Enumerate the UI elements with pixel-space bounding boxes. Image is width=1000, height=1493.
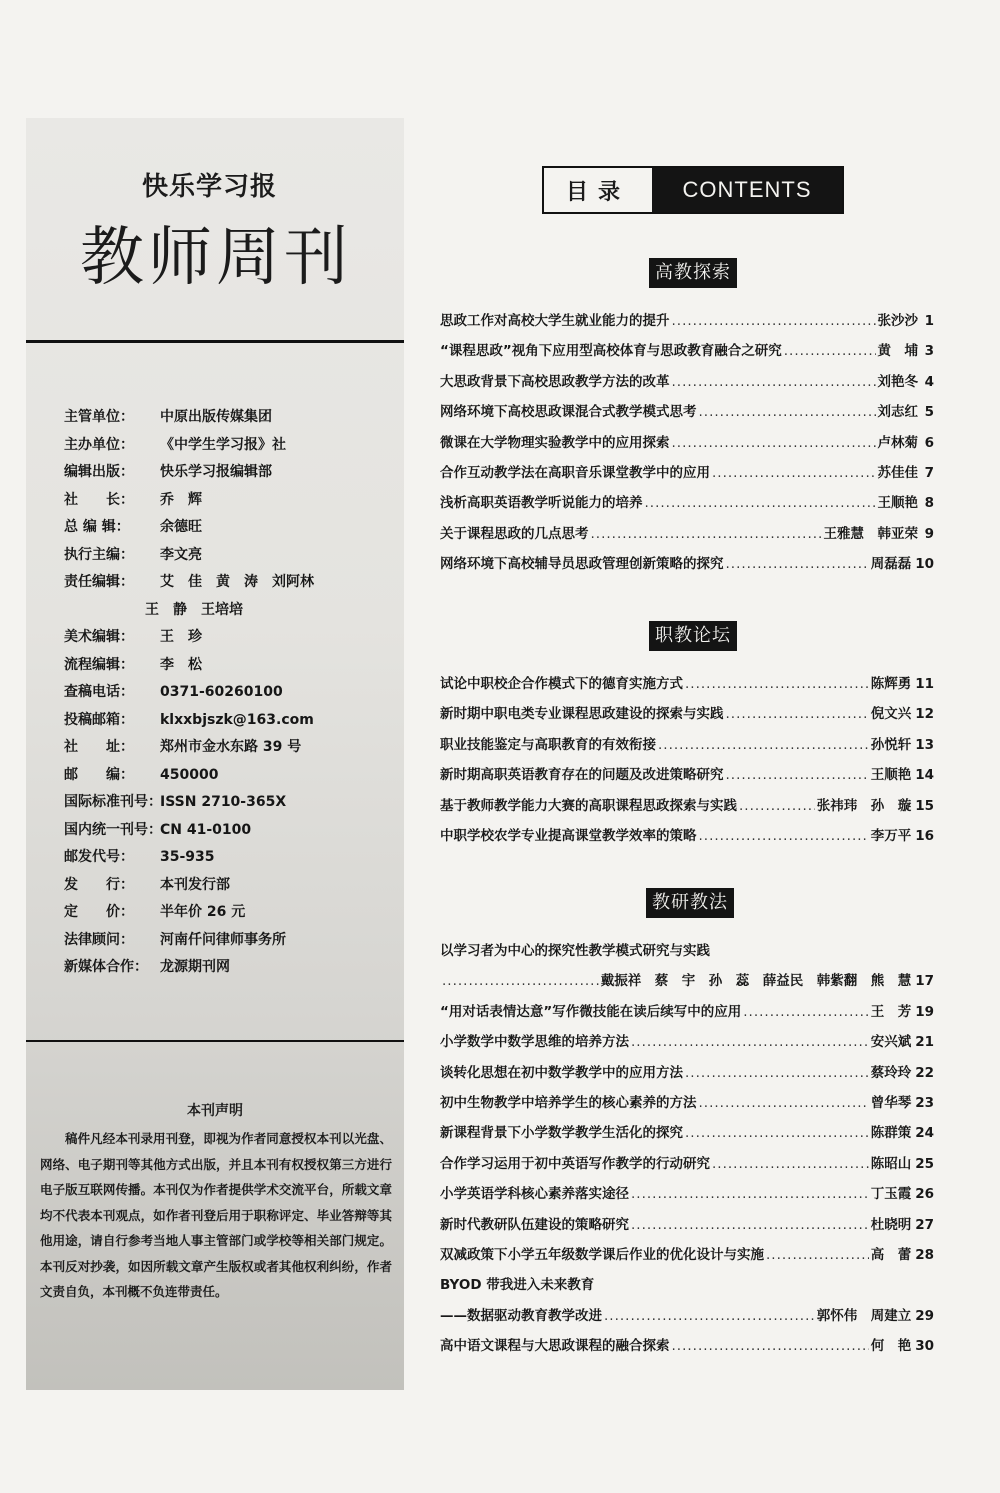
masthead-row bbox=[64, 734, 394, 762]
masthead-value: ISSN 2710-365X bbox=[160, 794, 287, 810]
masthead-value: 余德旺 bbox=[160, 519, 202, 535]
toc-entry-page: 5 bbox=[924, 404, 934, 421]
toc-entry-title: 思政工作对高校大学生就业能力的提升 bbox=[440, 313, 670, 329]
toc-entry-page: 26 bbox=[915, 1186, 934, 1203]
toc-entry[interactable] bbox=[440, 760, 934, 790]
masthead-label: 新媒体合作： bbox=[64, 959, 148, 975]
toc-entry-title: 职业技能鉴定与高职教育的有效衔接 bbox=[440, 736, 656, 753]
toc-entry-page: 12 bbox=[915, 706, 934, 723]
toc-entry[interactable] bbox=[440, 336, 934, 366]
masthead-label: 投稿邮箱： bbox=[64, 711, 134, 728]
toc-entry[interactable] bbox=[440, 1149, 934, 1179]
toc-entry[interactable] bbox=[440, 306, 934, 336]
toc-entry-page: 1 bbox=[924, 313, 934, 329]
toc-entry-page: 11 bbox=[915, 676, 934, 692]
divider bbox=[26, 1040, 404, 1042]
toc-entry-title: “用对话表情达意”写作微技能在读后续写中的应用 bbox=[440, 1003, 742, 1020]
masthead-value: 《中学生学习报》社 bbox=[160, 436, 286, 453]
toc-entry-page: 30 bbox=[915, 1338, 934, 1355]
masthead-value: 35-935 bbox=[160, 849, 215, 865]
masthead-label: 法律顾问： bbox=[64, 931, 134, 948]
masthead-row bbox=[64, 844, 394, 872]
masthead-value: CN 41-0100 bbox=[160, 821, 252, 838]
masthead-row bbox=[64, 762, 394, 790]
contents-header-cn: 目录 bbox=[565, 179, 630, 205]
toc-entry-page: 3 bbox=[924, 343, 934, 360]
toc-entry-title: 网络环境下高校辅导员思政管理创新策略的探究 bbox=[440, 556, 724, 573]
toc-entry-title: 浅析高职英语教学听说能力的培养 bbox=[440, 495, 643, 512]
toc-entry-page: 28 bbox=[915, 1246, 934, 1263]
section-heading: 职教论坛 bbox=[649, 621, 737, 651]
toc-entry-title: 小学数学中数学思维的培养方法 bbox=[440, 1034, 629, 1051]
toc-entry[interactable] bbox=[440, 488, 934, 518]
toc-entry[interactable] bbox=[440, 1058, 934, 1088]
toc-leader-dots bbox=[631, 1210, 869, 1240]
toc-entry-author: 郭怀伟 周建立 bbox=[816, 1307, 912, 1324]
masthead-value: 艾 佳 黄 涛 刘阿林 bbox=[160, 574, 314, 590]
masthead-row bbox=[64, 707, 394, 735]
toc-leader-dots bbox=[685, 1058, 869, 1088]
toc-entry[interactable] bbox=[440, 1301, 934, 1331]
toc-entry-title: 初中生物教学中培养学生的核心素养的方法 bbox=[440, 1094, 697, 1111]
masthead-row bbox=[64, 652, 394, 680]
section-heading: 高教探索 bbox=[649, 258, 737, 288]
toc-entry-author: 高 蕾 bbox=[870, 1246, 912, 1263]
toc-entry-author: 蔡玲玲 bbox=[870, 1064, 912, 1081]
masthead-value: 450000 bbox=[160, 766, 219, 783]
toc-entry[interactable] bbox=[440, 1331, 934, 1361]
masthead-value: klxxbjszk@163.com bbox=[160, 711, 314, 728]
toc-entry[interactable] bbox=[440, 458, 934, 488]
masthead-row bbox=[64, 597, 394, 625]
masthead-value: 龙源期刊网 bbox=[160, 959, 230, 975]
toc-leader-dots bbox=[604, 1301, 815, 1331]
toc-entry-author: 孙悦轩 bbox=[870, 736, 912, 753]
toc-entry[interactable] bbox=[440, 428, 934, 458]
toc-entry-author: 曾华琴 bbox=[870, 1094, 912, 1111]
toc-entry-author: 倪文兴 bbox=[870, 706, 912, 723]
masthead-row bbox=[64, 514, 394, 542]
toc-entry-author: 杜晓明 bbox=[870, 1216, 912, 1233]
masthead-value: 半年价 26 元 bbox=[160, 904, 246, 920]
masthead-label: 总 编 辑： bbox=[64, 519, 130, 535]
toc-entry-title: 新时期高职英语教育存在的问题及改进策略研究 bbox=[440, 767, 724, 784]
toc-entry-page: 9 bbox=[924, 525, 934, 542]
toc-entry-author: 李万平 bbox=[870, 827, 912, 844]
toc-entry-title: 合作学习运用于初中英语写作教学的行动研究 bbox=[440, 1155, 710, 1172]
toc-entry-page: 27 bbox=[915, 1216, 934, 1233]
masthead-value: 李文亮 bbox=[160, 546, 202, 563]
toc-entry-title: 小学英语学科核心素养落实途径 bbox=[440, 1186, 629, 1203]
masthead-label: 美术编辑： bbox=[64, 629, 134, 645]
toc-entry-page: 24 bbox=[915, 1125, 934, 1142]
journal-title: 教师周刊 bbox=[80, 221, 352, 295]
toc-entry-page: 25 bbox=[915, 1155, 934, 1172]
toc-entry-page: 16 bbox=[915, 827, 934, 844]
toc-entry-title: 大思政背景下高校思政教学方法的改革 bbox=[440, 373, 670, 390]
toc-leader-dots bbox=[672, 367, 876, 397]
section-heading: 教研教法 bbox=[646, 888, 734, 918]
toc-leader-dots bbox=[726, 549, 869, 579]
masthead-label: 查稿电话： bbox=[64, 684, 134, 700]
toc-entry-page: 7 bbox=[924, 464, 934, 481]
toc-entry[interactable] bbox=[440, 1270, 934, 1300]
toc-entry[interactable] bbox=[440, 1179, 934, 1209]
toc-entry-title: 关于课程思政的几点思考 bbox=[440, 525, 589, 542]
toc-leader-dots bbox=[685, 669, 869, 699]
toc-leader-dots bbox=[591, 519, 822, 549]
masthead-row bbox=[64, 679, 394, 707]
toc-entry-title: ——数据驱动教育教学改进 bbox=[440, 1307, 602, 1324]
toc-entry-page: 17 bbox=[915, 973, 934, 990]
toc-entry-title: 基于教师教学能力大赛的高职课程思政探索与实践 bbox=[440, 797, 737, 814]
section-list bbox=[440, 669, 934, 851]
toc-entry[interactable] bbox=[440, 669, 934, 699]
toc-leader-dots bbox=[672, 428, 876, 458]
toc-entry-author: 丁玉霞 bbox=[870, 1186, 912, 1203]
toc-entry[interactable] bbox=[440, 397, 934, 427]
toc-entry-title: 以学习者为中心的探究性教学模式研究与实践 bbox=[440, 943, 710, 959]
toc-entry-author: 王 芳 bbox=[870, 1003, 912, 1020]
toc-entry[interactable] bbox=[440, 1088, 934, 1118]
toc-entry-page: 19 bbox=[915, 1003, 934, 1020]
section-list bbox=[440, 306, 934, 580]
toc-entry[interactable] bbox=[440, 730, 934, 760]
toc-entry-author: 苏佳佳 bbox=[877, 464, 918, 481]
toc-entry-author: 陈辉勇 bbox=[870, 676, 912, 692]
toc-entry[interactable] bbox=[440, 1240, 934, 1270]
masthead-label: 社 长： bbox=[64, 491, 134, 508]
toc-entry-page: 15 bbox=[915, 797, 934, 814]
toc-entry-page: 14 bbox=[915, 767, 934, 784]
masthead-label: 社 址： bbox=[64, 739, 134, 755]
masthead-value: 乔 辉 bbox=[160, 491, 202, 508]
section-list bbox=[440, 936, 934, 1361]
toc-leader-dots bbox=[672, 1331, 869, 1361]
masthead-label: 国际标准刊号： bbox=[64, 794, 162, 810]
toc-entry-page: 8 bbox=[924, 495, 934, 512]
toc-leader-dots bbox=[743, 997, 868, 1027]
masthead-row bbox=[64, 817, 394, 845]
toc-leader-dots bbox=[699, 821, 869, 851]
masthead-label: 国内统一刊号： bbox=[64, 821, 162, 838]
toc-entry[interactable] bbox=[440, 966, 934, 996]
masthead-label: 流程编辑： bbox=[64, 656, 134, 673]
toc-entry-title: 新课程背景下小学数学教学生活化的探究 bbox=[440, 1125, 683, 1142]
toc-entry-page: 13 bbox=[915, 736, 934, 753]
toc-leader-dots bbox=[712, 458, 876, 488]
masthead-label: 责任编辑： bbox=[64, 574, 134, 590]
toc-leader-dots bbox=[631, 1027, 869, 1057]
toc-entry[interactable] bbox=[440, 1210, 934, 1240]
masthead-label: 邮发代号： bbox=[64, 849, 134, 865]
masthead-row bbox=[64, 569, 394, 597]
toc-entry-title: “课程思政”视角下应用型高校体育与思政教育融合之研究 bbox=[440, 343, 782, 360]
toc-entry-author: 刘志红 bbox=[877, 404, 918, 421]
statement-body: 稿件凡经本刊录用刊登，即视为作者同意授权本刊以光盘、网络、电子期刊等其他方式出版，并且本刊有权授权第三方进行电子版互联网传播。本刊仅为作者提供学术交流平台，所载文章均不代表本刊观点，如作者刊登后用于职称评定、毕业答辩等其他用途，请自行参考当地人事主管部门或学校等相关部门规定。本刊反对抄袭，如因所载文章产生版权或者其他权利纠纷，作者文责自负，本刊概不负连带责任。 bbox=[40, 1131, 392, 1299]
masthead-info bbox=[64, 404, 394, 982]
masthead-value: 河南仟问律师事务所 bbox=[160, 931, 286, 948]
toc-entry-author: 卢林菊 bbox=[877, 434, 918, 451]
masthead-row bbox=[64, 432, 394, 460]
masthead-value: 郑州市金水东路 39 号 bbox=[160, 739, 302, 755]
contents-header-en: CONTENTS bbox=[652, 168, 842, 212]
toc-entry-title: 谈转化思想在初中数学教学中的应用方法 bbox=[440, 1064, 683, 1081]
toc-entry-title: 试论中职校企合作模式下的德育实施方式 bbox=[440, 676, 683, 692]
toc-entry-page: 29 bbox=[915, 1307, 934, 1324]
toc-entry[interactable] bbox=[440, 549, 934, 579]
toc-leader-dots bbox=[658, 730, 869, 760]
toc-entry-author: 戴振祥 蔡 宇 孙 蕊 薛益民 韩紫翻 熊 慧 bbox=[600, 973, 912, 990]
toc-entry[interactable] bbox=[440, 791, 934, 821]
masthead-row bbox=[64, 927, 394, 955]
masthead-value: 中原出版传媒集团 bbox=[160, 409, 272, 425]
masthead-value: 快乐学习报编辑部 bbox=[160, 464, 272, 480]
masthead-value: 李 松 bbox=[160, 656, 202, 673]
divider bbox=[26, 340, 404, 343]
masthead-value: 本刊发行部 bbox=[160, 876, 230, 893]
toc-entry-page: 22 bbox=[915, 1064, 934, 1081]
masthead-label: 邮 编： bbox=[64, 766, 134, 783]
masthead-row bbox=[64, 624, 394, 652]
toc-entry[interactable] bbox=[440, 699, 934, 729]
toc-leader-dots bbox=[699, 397, 876, 427]
toc-entry-title: 新时期中职电类专业课程思政建设的探索与实践 bbox=[440, 706, 724, 723]
masthead-label: 主办单位： bbox=[64, 436, 134, 453]
masthead-label: 执行主编： bbox=[64, 546, 134, 563]
toc-leader-dots bbox=[672, 306, 876, 336]
masthead-label: 主管单位： bbox=[64, 409, 134, 425]
contents-header bbox=[542, 166, 844, 214]
toc-leader-dots bbox=[766, 1240, 869, 1270]
toc-entry-title: 新时代教研队伍建设的策略研究 bbox=[440, 1216, 629, 1233]
masthead-label: 定 价： bbox=[64, 904, 134, 920]
toc-leader-dots bbox=[685, 1118, 869, 1148]
toc-entry-author: 王顺艳 bbox=[870, 767, 912, 784]
toc-entry[interactable] bbox=[440, 519, 934, 549]
toc-entry[interactable] bbox=[440, 1027, 934, 1057]
toc-entry-author: 周磊磊 bbox=[870, 556, 912, 573]
toc-entry-title: BYOD 带我进入未来教育 bbox=[440, 1277, 595, 1294]
masthead-row bbox=[64, 789, 394, 817]
toc-leader-dots bbox=[739, 791, 815, 821]
toc-leader-dots bbox=[699, 1088, 869, 1118]
toc-entry-page: 4 bbox=[924, 373, 934, 390]
toc-entry-title: 双减政策下小学五年级数学课后作业的优化设计与实施 bbox=[440, 1246, 764, 1263]
toc-entry-author: 陈群策 bbox=[870, 1125, 912, 1142]
toc-leader-dots bbox=[645, 488, 876, 518]
toc-entry[interactable] bbox=[440, 821, 934, 851]
masthead-row bbox=[64, 542, 394, 570]
toc-entry[interactable] bbox=[440, 936, 934, 966]
toc-leader-dots bbox=[726, 699, 869, 729]
toc-entry-author: 王顺艳 bbox=[877, 495, 918, 512]
toc-entry[interactable] bbox=[440, 1118, 934, 1148]
toc-entry-title: 合作互动教学法在高职音乐课堂教学中的应用 bbox=[440, 464, 710, 481]
toc-entry-page: 6 bbox=[924, 434, 934, 451]
toc-entry-author: 张沙沙 bbox=[877, 313, 918, 329]
masthead-row bbox=[64, 899, 394, 927]
masthead-label: 发 行： bbox=[64, 876, 134, 893]
masthead-row bbox=[64, 954, 394, 982]
toc-entry-title: 微课在大学物理实验教学中的应用探索 bbox=[440, 434, 670, 451]
toc-entry-title: 网络环境下高校思政课混合式教学模式思考 bbox=[440, 404, 697, 421]
toc-leader-dots bbox=[631, 1179, 869, 1209]
toc-leader-dots bbox=[442, 966, 599, 996]
toc-entry-author: 刘艳冬 bbox=[877, 373, 918, 390]
masthead-row bbox=[64, 404, 394, 432]
masthead-row bbox=[64, 872, 394, 900]
toc-entry-page: 21 bbox=[915, 1034, 934, 1051]
toc-entry[interactable] bbox=[440, 997, 934, 1027]
toc-entry-page: 23 bbox=[915, 1094, 934, 1111]
brand-logo: 快乐学习报 bbox=[142, 172, 278, 202]
toc-entry-title: 高中语文课程与大思政课程的融合探索 bbox=[440, 1338, 670, 1355]
toc-entry-author: 陈昭山 bbox=[870, 1155, 912, 1172]
toc-entry-author: 黄 埔 bbox=[877, 343, 918, 360]
toc-entry[interactable] bbox=[440, 367, 934, 397]
toc-entry-author: 安兴斌 bbox=[870, 1034, 912, 1051]
toc-leader-dots bbox=[726, 760, 869, 790]
toc-entry-page: 10 bbox=[915, 556, 934, 573]
masthead-row bbox=[64, 487, 394, 515]
statement-title: 本刊声明 bbox=[187, 1103, 243, 1119]
masthead-value: 0371-60260100 bbox=[160, 684, 283, 700]
toc-entry-title: 中职学校农学专业提高课堂教学效率的策略 bbox=[440, 827, 697, 844]
masthead-row bbox=[64, 459, 394, 487]
toc-leader-dots bbox=[712, 1149, 869, 1179]
toc-entry-author: 王雅慧 韩亚荣 bbox=[823, 525, 918, 542]
masthead-value: 王 珍 bbox=[160, 629, 202, 645]
toc-entry-author: 张祎玮 孙 璇 bbox=[816, 797, 912, 814]
masthead-label: 编辑出版： bbox=[64, 464, 134, 480]
masthead-value: 王 静 王培培 bbox=[145, 601, 243, 618]
toc-leader-dots bbox=[784, 336, 876, 366]
toc-entry-author: 何 艳 bbox=[870, 1338, 912, 1355]
